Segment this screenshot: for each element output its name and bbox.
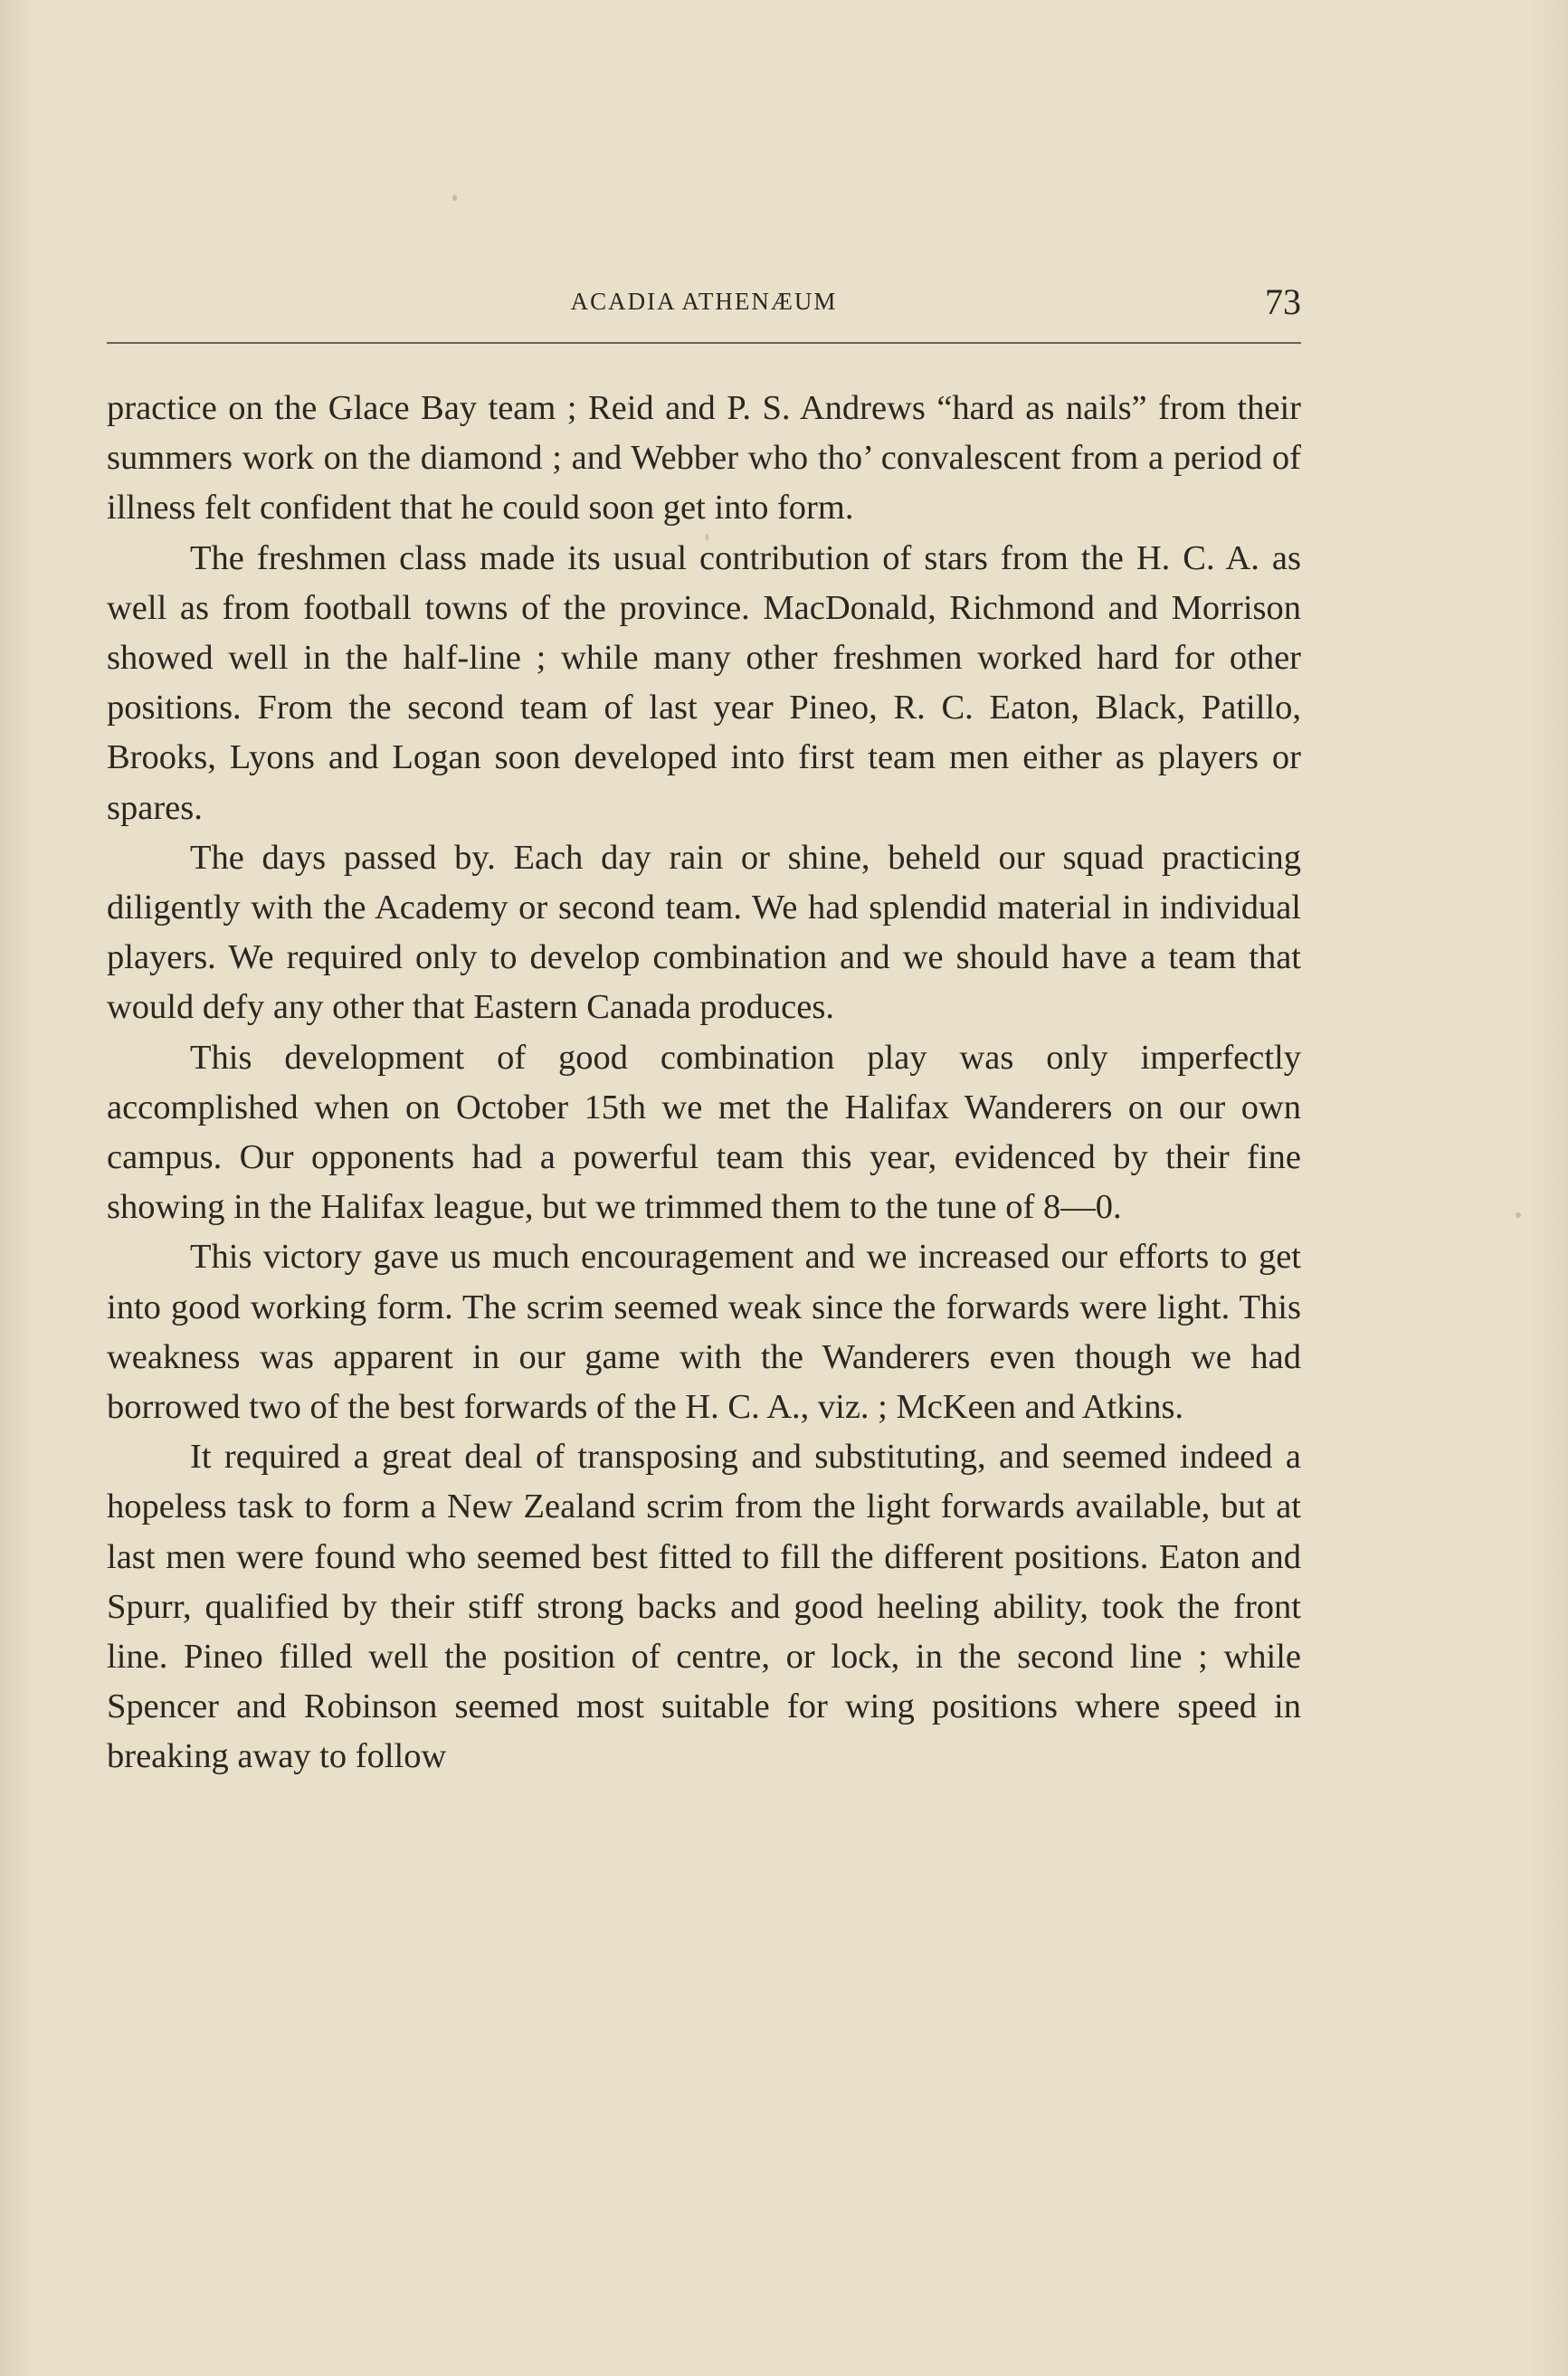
paragraph: It required a great deal of transposing and substituting, and seemed indeed a hopeless task to form a New Zealand scrim from the light forwards available, but at last men were found who seemed best fitted to fill the different positions. Eaton and Spurr, qualified by their stiff strong backs and good heeling ability, took the front line. Pineo filled well the position of centre, or lock, in the second line ; while Spencer and Robinson seemed most suitable for wing positions where speed in breaking away to follow: [107, 1438, 1301, 1776]
page-number: 73: [1265, 281, 1301, 322]
paragraph: This victory gave us much encouragement and we increased our efforts to get into good working form. The scrim seemed weak since the forwards were light. This weakness was apparent in our game with the Wanderers even though we had borrowed two of the best forwards of the H. C. A., viz. ; McKeen and Atkins.: [107, 1238, 1301, 1427]
paragraph: The days passed by. Each day rain or shine, beheld our squad practicing diligently with the Academy or second team. We had splendid material in individual players. We required only to develop combination and we should have a team that would defy any other that Eastern Canada produces.: [107, 838, 1301, 1027]
paragraph: This development of good combination play was only imperfectly accomplished when on October 15th we met the Halifax Wanderers on our own campus. Our opponents had a powerful team this year, evidenced by their fine showing in the Halifax league, but we trimmed them to the tune of 8—0.: [107, 1038, 1301, 1227]
paragraph-continued: practice on the Glace Bay team ; Reid and P. S. Andrews “hard as nails” from their summers work on the diamond ; and Webber who tho’ convalescent from a period of illness felt confident that he could soon get into form.: [107, 389, 1301, 527]
header-rule: [107, 342, 1301, 344]
running-title: ACADIA ATHENÆUM: [570, 288, 838, 315]
article-body: [107, 384, 1301, 1782]
paper-speck: [452, 195, 457, 201]
paragraph: The freshmen class made its usual contribution of stars from the H. C. A. as well as from football towns of the province. MacDonald, Richmond and Morrison showed well in the half-line ; while many other freshmen worked hard for other positions. From the second team of last year Pineo, R. C. Eaton, Black, Patillo, Brooks, Lyons and Logan soon developed into first team men either as players or spares.: [107, 538, 1301, 827]
paper-speck: [706, 534, 708, 541]
running-head: [107, 280, 1301, 335]
paper-speck: [1516, 1212, 1521, 1218]
